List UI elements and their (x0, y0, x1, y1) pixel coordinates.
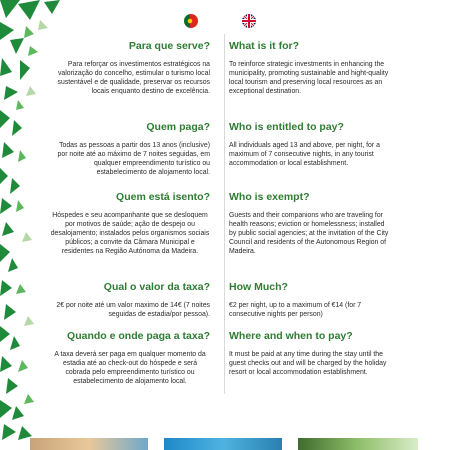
answer-pt: Para reforçar os investimentos estratégicos na valorização do concelho, estimular o turismo local sustentável e de qualidade, preservar os recursos locais enquanto destino de excelência. (57, 61, 210, 95)
uk-flag-icon (242, 14, 256, 28)
question-en: Who is exempt? (229, 191, 310, 203)
answer-pt: 2€ por noite até um valor maximo de 14€ (7 noites seguidas de estadia/por pessoa). (56, 302, 210, 318)
question-pt: Quando e onde paga a taxa? (67, 330, 210, 342)
answer-en: It must be paid at any time during the stay until the guest checks out and will be charged by the holiday resort or local accommodation establishment. (229, 351, 387, 376)
answer-en: To reinforce strategic investments in enhancing the municipality, promoting sustainable and hight-quality local tourism and preserving local resources as an exceptional destination. (229, 61, 389, 95)
answer-en: €2 per night, up to a maximum of €14 (for 7 consecutive nights per person) (229, 302, 362, 318)
answer-pt: Hóspedes e seu acompanhante que se desloquem por motivos de saúde; ação de despejo ou desalojamento; instalados pelos organismos sociais públicos; a convite da Câmara Municipal e residentes na Região Autónoma da Madeira. (50, 212, 210, 255)
question-pt: Quem paga? (146, 121, 210, 133)
answer-en: Guests and their companions who are traveling for health reasons; eviction or homelessness; installed by public social agencies; at the invitation of the City Council and residents of the Autonomous Region of Madeira. (229, 212, 389, 255)
question-en: Who is entitled to pay? (229, 121, 344, 133)
column-divider (224, 34, 225, 394)
answer-en: All individuals aged 13 and above, per night, for a maximum of 7 consecutive nights, in any tourist accommodation or local establishment. (229, 142, 380, 167)
question-en: How Much? (229, 281, 288, 293)
question-en: What is it for? (229, 40, 299, 52)
answer-pt: A taxa deverá ser paga em qualquer momento da estadia até ao check-out do hóspede e será cobrada pelo empreendimento turístico ou estabelecimento de alojamento local. (54, 351, 206, 385)
photo-thumbnail (298, 438, 418, 450)
question-en: Where and when to pay? (229, 330, 353, 342)
answer-pt: Todas as pessoas a partir dos 13 anos (inclusive) por noite até ao máximo de 7 noites seguidas, em qualquer empreendimento turístico ou estabelecimento de alojamento local. (57, 142, 210, 176)
photo-thumbnail (30, 438, 148, 450)
photo-thumbnail (164, 438, 282, 450)
question-pt: Quem está isento? (116, 191, 210, 203)
question-pt: Qual o valor da taxa? (103, 281, 210, 293)
question-pt: Para que serve? (128, 40, 210, 52)
portugal-flag-icon (184, 14, 198, 28)
